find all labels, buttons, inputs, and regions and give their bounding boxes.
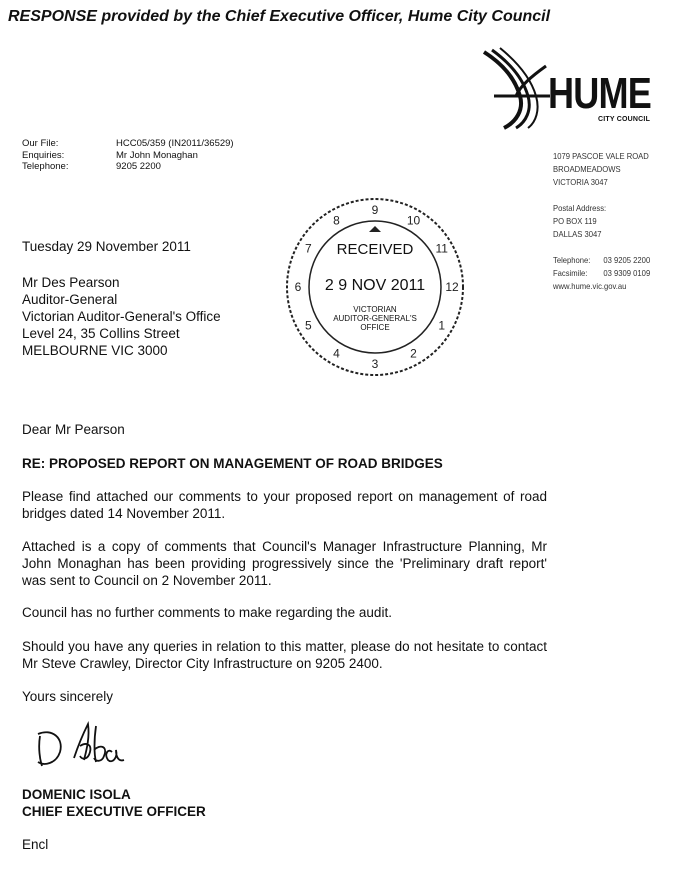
- handwritten-signature-icon: [30, 716, 140, 776]
- closing: Yours sincerely: [22, 689, 114, 704]
- enclosure-note: Encl: [22, 837, 49, 852]
- stamp-title: RECEIVED: [336, 241, 414, 258]
- body-paragraph: Attached is a copy of comments that Council's Manager Infrastructure Planning, Mr John Monaghan has been providing progressively since the 'Preliminary draft report' was sent to Council on 2 November 2011.: [22, 539, 547, 588]
- svg-text:AUDITOR-GENERAL'S: AUDITOR-GENERAL'S: [333, 314, 417, 323]
- subject-line: RE: PROPOSED REPORT ON MANAGEMENT OF ROAD BRIDGES: [22, 456, 443, 471]
- signatory-block: [22, 786, 206, 820]
- council-street-address: 1079 PASCOE VALE ROAD BROADMEADOWS VICTORIA 3047: [553, 151, 649, 187]
- salutation: Dear Mr Pearson: [22, 422, 125, 437]
- stamp-ring-number: 6: [294, 280, 302, 294]
- body-paragraph: Please find attached our comments to your proposed report on management of road bridges dated 14 November 2011.: [22, 489, 547, 521]
- stamp-ring-number: 2: [410, 346, 417, 361]
- body-paragraph: Should you have any queries in relation to this matter, please do not hesitate to contact Mr Steve Crawley, Director City Infrastructure on 9205 2400.: [22, 639, 547, 671]
- page-caption: RESPONSE provided by the Chief Executive Officer, Hume City Council: [8, 8, 551, 25]
- svg-text:OFFICE: OFFICE: [360, 323, 390, 332]
- stamp-ring-number: 9: [371, 203, 379, 217]
- stamp-ring-number: 3: [371, 357, 379, 371]
- council-contact: Telephone: 03 9205 2200 Facsimile: 03 9309 0109 www.hume.vic.gov.au: [553, 255, 651, 291]
- stamp-ring-number: 4: [333, 346, 340, 361]
- stamp-ring-number: 5: [304, 318, 312, 333]
- council-postal-address: Postal Address: PO BOX 119 DALLAS 3047: [553, 203, 607, 239]
- recipient-address: Mr Des Pearson Auditor-General Victorian Auditor-General's Office Level 24, 35 Collins Street MELBOURNE VIC 3000: [22, 275, 221, 358]
- logo-wordmark: HUME: [548, 69, 651, 118]
- received-stamp: [280, 192, 470, 382]
- stamp-ring-number: 1: [438, 318, 446, 333]
- stamp-ring-number: 7: [304, 241, 312, 256]
- body-paragraph: Council has no further comments to make regarding the audit.: [22, 605, 392, 620]
- logo-subtitle: CITY COUNCIL: [598, 116, 651, 123]
- signatory-name: DOMENIC ISOLA: [22, 787, 131, 802]
- stamp-ring-number: 12: [445, 280, 459, 294]
- file-meta: Our File: HCC05/359 (IN2011/36529) Enquiries: Mr John Monaghan Telephone: 9205 2200: [22, 138, 234, 172]
- stamp-ring-number: 8: [333, 213, 340, 228]
- stamp-date: 2 9 NOV 2011: [324, 277, 426, 294]
- stamp-ring-number: 11: [435, 241, 448, 256]
- letter-date: Tuesday 29 November 2011: [22, 239, 191, 254]
- svg-text:VICTORIAN: VICTORIAN: [353, 305, 397, 314]
- signatory-title: CHIEF EXECUTIVE OFFICER: [22, 804, 206, 819]
- stamp-ring-number: 10: [406, 213, 421, 228]
